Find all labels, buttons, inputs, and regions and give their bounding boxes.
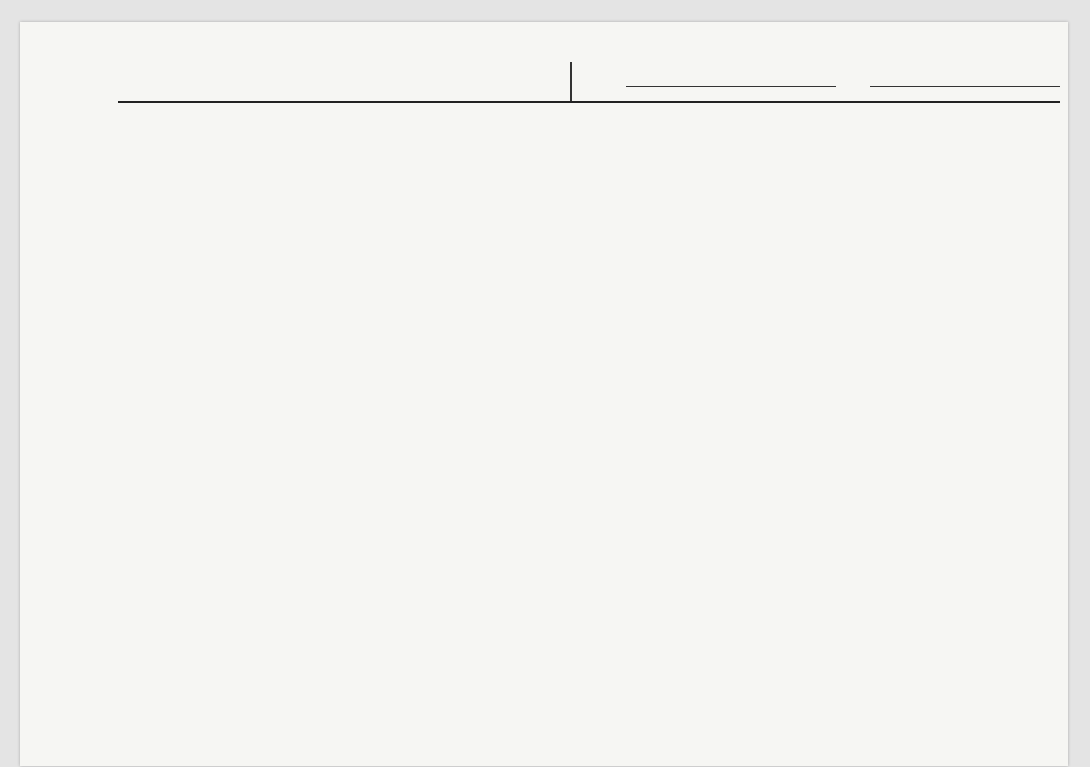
header-divider bbox=[570, 62, 572, 102]
census-form-sheet bbox=[20, 22, 1068, 766]
prov-underline bbox=[870, 86, 1060, 87]
gemeente-underline bbox=[626, 86, 836, 87]
header-rule bbox=[118, 101, 1060, 103]
